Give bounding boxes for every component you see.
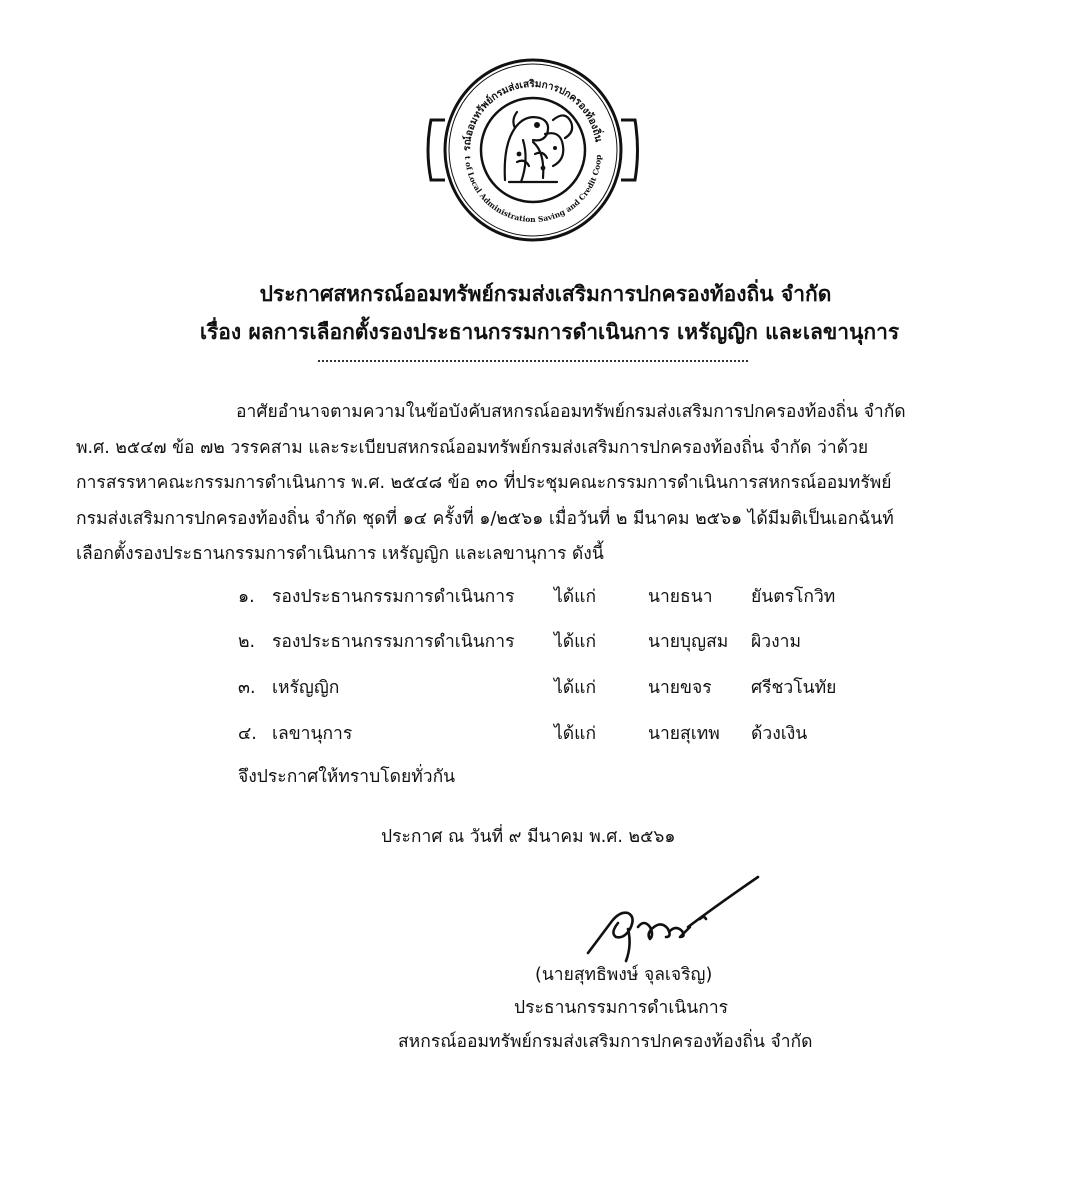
appointee-last-name: ศรีชวโนทัย — [751, 678, 837, 698]
appointee-last-name: ผิวงาม — [751, 632, 801, 652]
handwritten-signature — [580, 875, 770, 965]
appointment-position: เลขานุการ — [272, 724, 353, 744]
appointment-position: รองประธานกรรมการดำเนินการ — [272, 632, 515, 652]
appointee-last-name: ยันตรโกวิท — [751, 587, 836, 607]
appointment-number: ๒. — [238, 632, 256, 652]
announcement-date: ประกาศ ณ วันที่ ๙ มีนาคม พ.ศ. ๒๕๖๑ — [381, 827, 676, 847]
appointment-row — [0, 673, 1067, 707]
appointment-row — [0, 582, 1067, 616]
appointment-row — [0, 719, 1067, 753]
appointee-first-name: นายสุเทพ — [648, 724, 720, 744]
dotted-divider — [318, 350, 748, 362]
appointment-position: รองประธานกรรมการดำเนินการ — [272, 587, 515, 607]
svg-text:The Department of Local Admini: t of Local Administration Saving and Credit Coop — [463, 154, 604, 225]
document-subject: เรื่อง ผลการเลือกตั้งรองประธานกรรมการดำเนินการ เหรัญญิก และเลขานุการ — [199, 320, 900, 344]
body-line: การสรรหาคณะกรรมการดำเนินการ พ.ศ. ๒๕๔๘ ข้อ ๓๐ ที่ประชุมคณะกรรมการดำเนินการสหกรณ์ออมทรัพย์ — [76, 473, 892, 493]
appointment-row — [0, 627, 1067, 661]
appointment-number: ๓. — [238, 678, 256, 698]
appointment-received: ได้แก่ — [554, 632, 597, 652]
appointee-first-name: นายบุญสม — [648, 632, 729, 652]
appointment-received: ได้แก่ — [554, 724, 597, 744]
appointee-last-name: ด้วงเงิน — [751, 724, 808, 744]
appointment-received: ได้แก่ — [554, 587, 597, 607]
appointee-first-name: นายขจร — [648, 678, 712, 698]
appointment-received: ได้แก่ — [554, 678, 597, 698]
signatory-organization: สหกรณ์ออมทรัพย์กรมส่งเสริมการปกครองท้องถิ่น จำกัด — [398, 1032, 813, 1052]
signatory-title: ประธานกรรมการดำเนินการ — [514, 998, 729, 1018]
appointment-position: เหรัญญิก — [272, 678, 340, 698]
body-line: กรมส่งเสริมการปกครองท้องถิ่น จำกัด ชุดที่ ๑๔ ครั้งที่ ๑/๒๕๖๑ เมื่อวันที่ ๒ มีนาคม ๒๕๖๑ ได้มีมติเป็นเอกฉันท์ — [76, 508, 894, 529]
closing-statement: จึงประกาศให้ทราบโดยทั่วกัน — [238, 767, 456, 787]
appointee-first-name: นายธนา — [648, 587, 713, 607]
cooperative-seal-icon — [425, 50, 640, 245]
appointment-number: ๔. — [238, 724, 257, 744]
body-paragraph — [76, 395, 996, 573]
appointment-number: ๑. — [238, 587, 255, 607]
svg-text:สหกรณ์ออมทรัพย์กรมส่งเสริมการป: รณ์ออมทรัพย์กรมส่งเสริมการปกครองท้องถิ่น — [461, 78, 604, 152]
signatory-name: (นายสุทธิพงษ์ จุลเจริญ) — [535, 965, 713, 985]
body-line: อาศัยอำนาจตามความในข้อบังคับสหกรณ์ออมทรัพย์กรมส่งเสริมการปกครองท้องถิ่น จำกัด — [236, 402, 906, 422]
body-line: พ.ศ. ๒๕๔๗ ข้อ ๗๒ วรรคสาม และระเบียบสหกรณ์ออมทรัพย์กรมส่งเสริมการปกครองท้องถิ่น จำกัด ว่าด้วย — [76, 437, 869, 458]
body-line: เลือกตั้งรองประธานกรรมการดำเนินการ เหรัญญิก และเลขานุการ ดังนี้ — [76, 544, 604, 564]
document-title: ประกาศสหกรณ์ออมทรัพย์กรมส่งเสริมการปกครองท้องถิ่น จำกัด — [259, 282, 832, 306]
